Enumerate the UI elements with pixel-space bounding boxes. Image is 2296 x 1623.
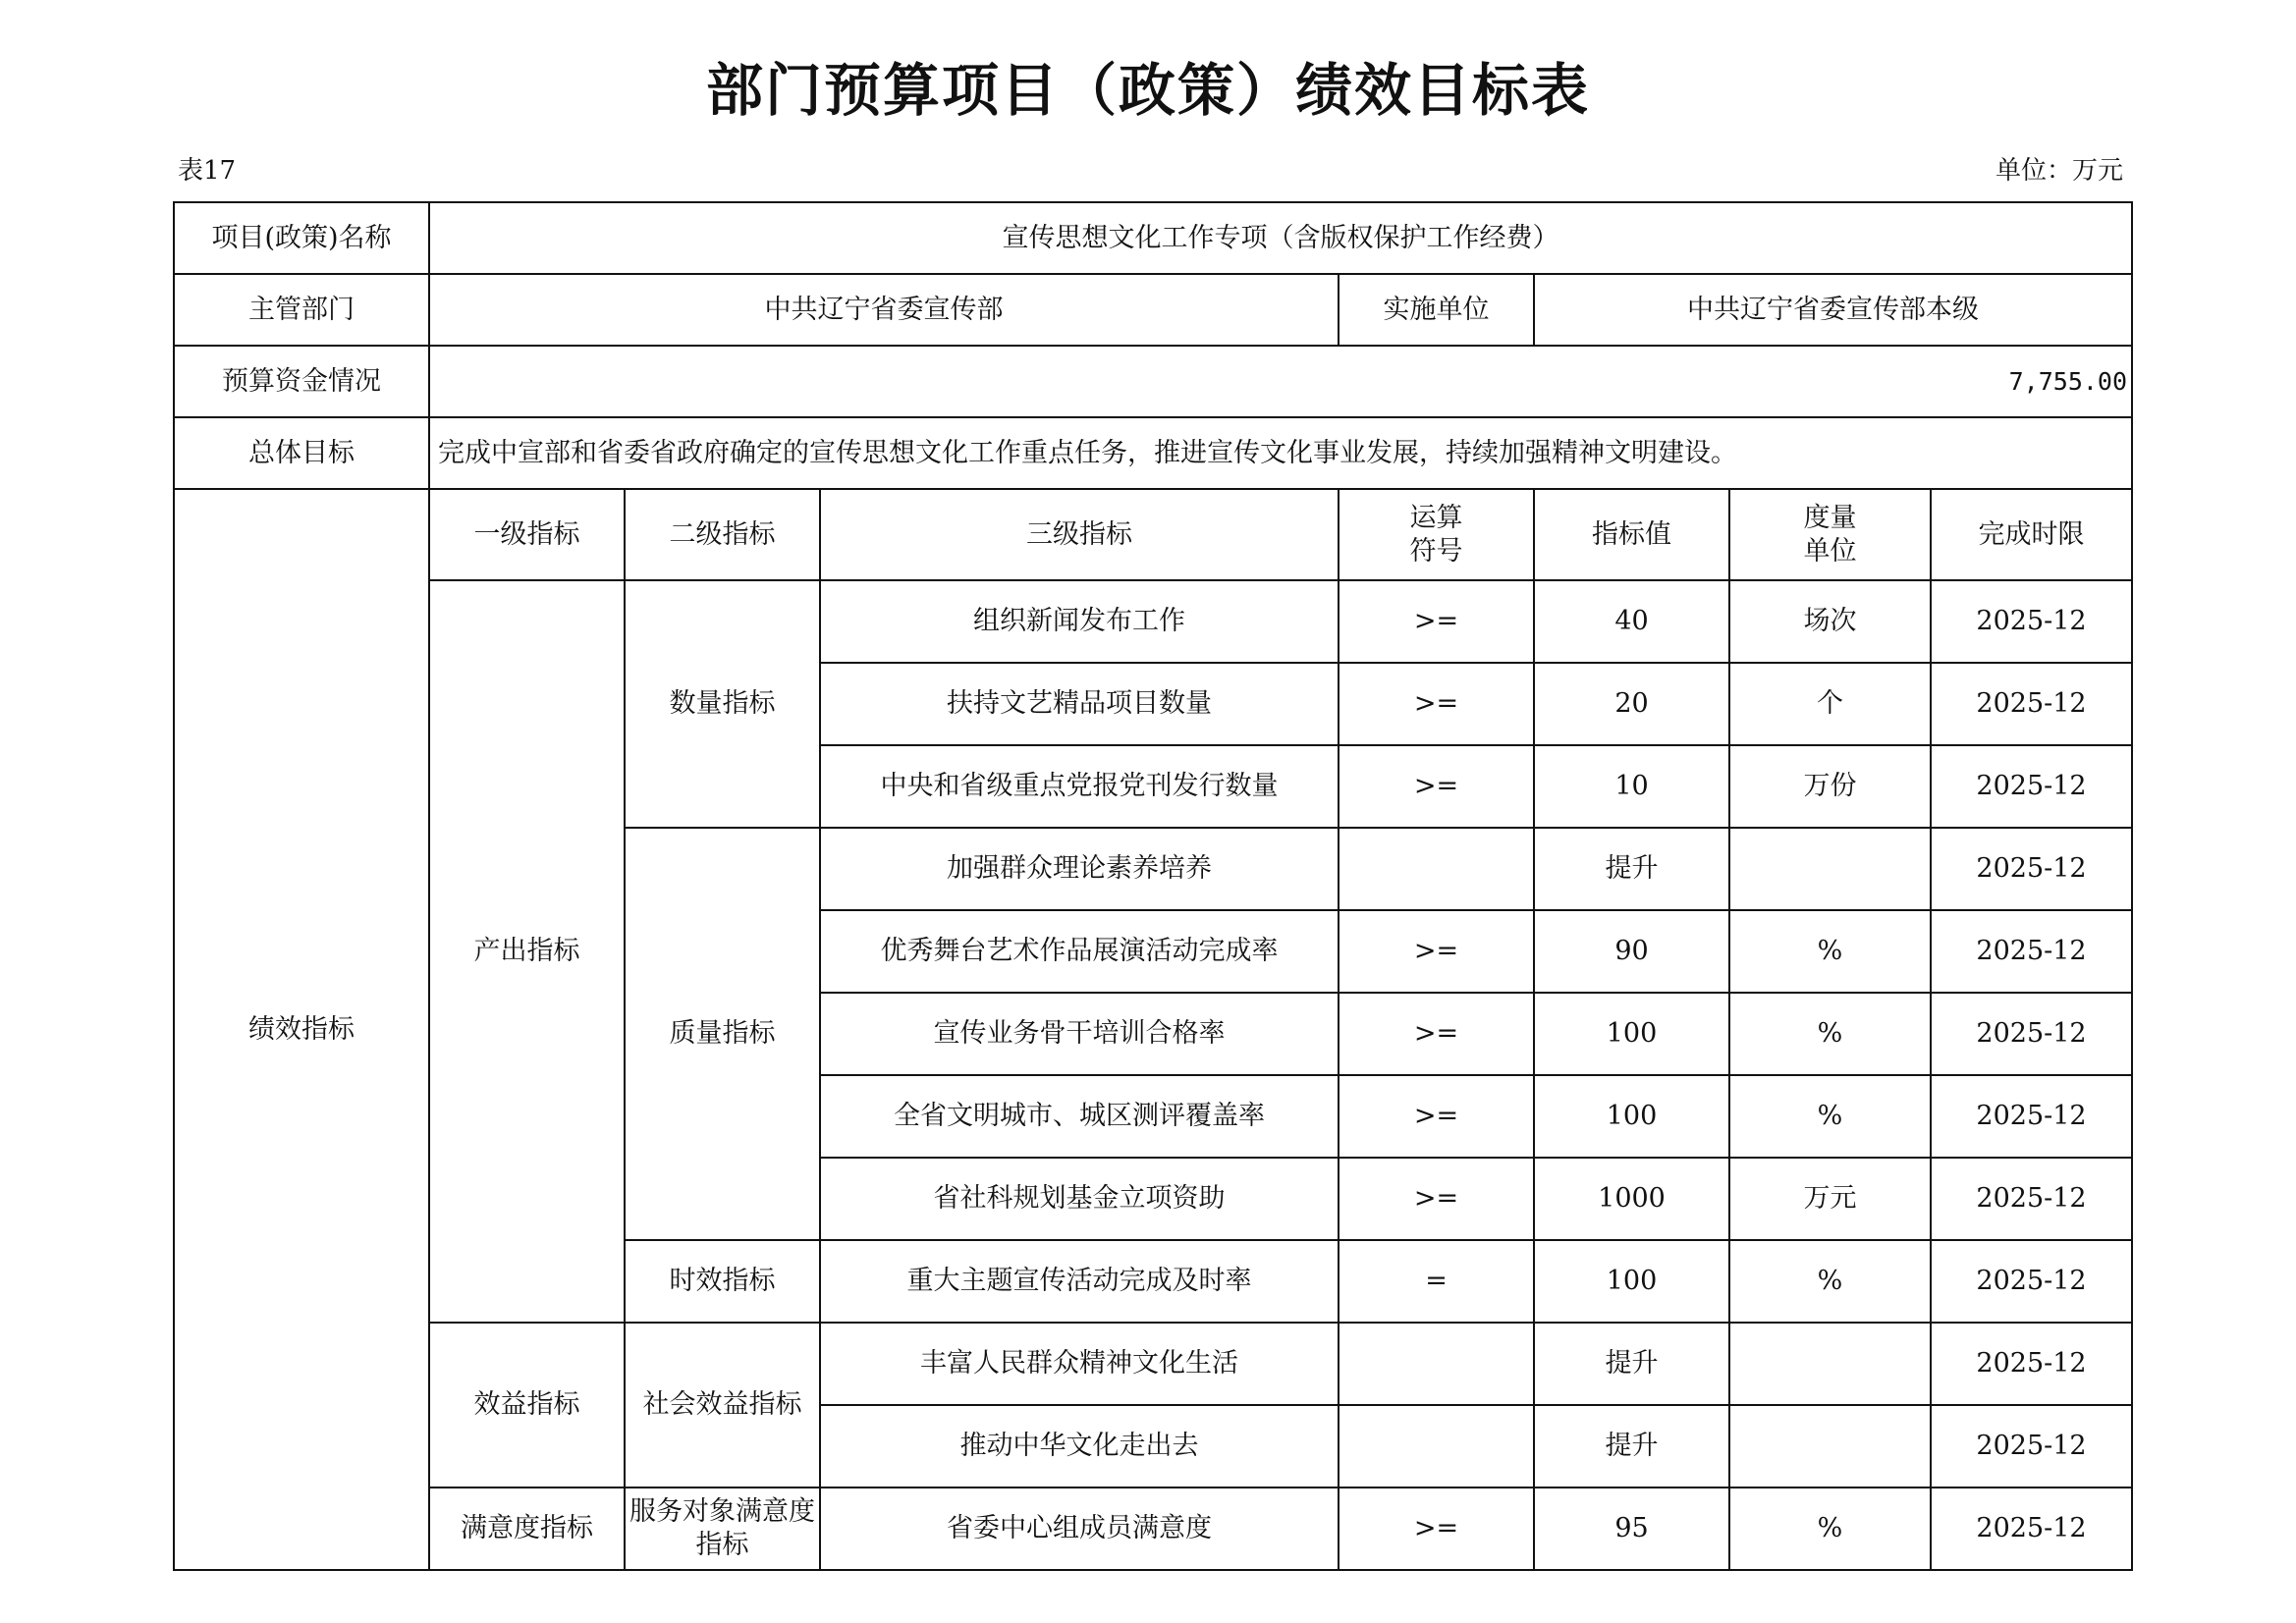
goal-label: 总体目标	[174, 417, 429, 489]
indicator-value: 100	[1534, 993, 1729, 1075]
impl-label: 实施单位	[1339, 274, 1534, 346]
impl-value: 中共辽宁省委宣传部本级	[1534, 274, 2132, 346]
indicator-name: 省委中心组成员满意度	[820, 1488, 1339, 1570]
indicator-unit	[1729, 1323, 1931, 1405]
indicator-operator: >=	[1339, 993, 1534, 1075]
indicator-value: 提升	[1534, 1323, 1729, 1405]
performance-table	[173, 201, 2133, 1571]
indicator-value: 提升	[1534, 1405, 1729, 1488]
indicator-operator: >=	[1339, 1075, 1534, 1158]
indicator-value: 提升	[1534, 828, 1729, 910]
indicator-operator: =	[1339, 1240, 1534, 1323]
indicator-name: 扶持文艺精品项目数量	[820, 663, 1339, 745]
indicator-deadline: 2025-12	[1931, 910, 2132, 993]
indicator-deadline: 2025-12	[1931, 663, 2132, 745]
indicator-unit	[1729, 1405, 1931, 1488]
indicator-unit: %	[1729, 1075, 1931, 1158]
project-name-value: 宣传思想文化工作专项（含版权保护工作经费）	[429, 202, 2132, 274]
indicator-header-row	[174, 489, 2132, 580]
group-service-satisfaction: 服务对象满意度指标	[625, 1488, 820, 1570]
indicator-name: 加强群众理论素养培养	[820, 828, 1339, 910]
indicator-unit: 个	[1729, 663, 1931, 745]
indicator-name: 重大主题宣传活动完成及时率	[820, 1240, 1339, 1323]
indicator-deadline: 2025-12	[1931, 828, 2132, 910]
project-name-label: 项目(政策)名称	[174, 202, 429, 274]
header-operator: 运算 符号	[1339, 489, 1534, 580]
dept-label: 主管部门	[174, 274, 429, 346]
indicator-operator: >=	[1339, 580, 1534, 663]
indicator-unit: %	[1729, 993, 1931, 1075]
indicator-name: 全省文明城市、城区测评覆盖率	[820, 1075, 1339, 1158]
group-timeliness: 时效指标	[625, 1240, 820, 1323]
indicator-value: 10	[1534, 745, 1729, 828]
project-name-row	[174, 202, 2132, 274]
header-unit: 度量 单位	[1729, 489, 1931, 580]
indicator-value: 95	[1534, 1488, 1729, 1570]
indicator-deadline: 2025-12	[1931, 1405, 2132, 1488]
indicator-name: 宣传业务骨干培训合格率	[820, 993, 1339, 1075]
indicator-operator: >=	[1339, 1158, 1534, 1240]
indicator-deadline: 2025-12	[1931, 1488, 2132, 1570]
indicator-value: 40	[1534, 580, 1729, 663]
budget-label: 预算资金情况	[174, 346, 429, 417]
group-benefit: 效益指标	[429, 1323, 625, 1488]
indicator-operator: >=	[1339, 745, 1534, 828]
indicator-value: 20	[1534, 663, 1729, 745]
indicator-unit: %	[1729, 1240, 1931, 1323]
group-output: 产出指标	[429, 580, 625, 1323]
indicator-name: 丰富人民群众精神文化生活	[820, 1323, 1339, 1405]
indicator-value: 100	[1534, 1075, 1729, 1158]
indicator-name: 推动中华文化走出去	[820, 1405, 1339, 1488]
indicator-deadline: 2025-12	[1931, 580, 2132, 663]
indicator-value: 1000	[1534, 1158, 1729, 1240]
indicator-operator: >=	[1339, 663, 1534, 745]
budget-row	[174, 346, 2132, 417]
indicator-unit: 万元	[1729, 1158, 1931, 1240]
table-row	[174, 1488, 2132, 1570]
indicator-value: 100	[1534, 1240, 1729, 1323]
indicator-unit: %	[1729, 1488, 1931, 1570]
indicator-deadline: 2025-12	[1931, 1075, 2132, 1158]
indicator-operator	[1339, 1405, 1534, 1488]
indicator-deadline: 2025-12	[1931, 993, 2132, 1075]
indicator-name: 优秀舞台艺术作品展演活动完成率	[820, 910, 1339, 993]
group-quantity: 数量指标	[625, 580, 820, 828]
indicator-unit	[1729, 828, 1931, 910]
indicator-unit: 场次	[1729, 580, 1931, 663]
goal-value: 完成中宣部和省委省政府确定的宣传思想文化工作重点任务，推进宣传文化事业发展，持续加强精神文明建设。	[429, 417, 2132, 489]
indicator-operator	[1339, 1323, 1534, 1405]
indicator-operator	[1339, 828, 1534, 910]
header-level1: 一级指标	[429, 489, 625, 580]
group-social-benefit: 社会效益指标	[625, 1323, 820, 1488]
group-quality: 质量指标	[625, 828, 820, 1240]
table-row	[174, 1323, 2132, 1405]
indicator-operator: >=	[1339, 1488, 1534, 1570]
indicator-deadline: 2025-12	[1931, 1323, 2132, 1405]
indicator-unit: 万份	[1729, 745, 1931, 828]
table-row	[174, 580, 2132, 663]
header-level3: 三级指标	[820, 489, 1339, 580]
header-level2: 二级指标	[625, 489, 820, 580]
indicator-name: 省社科规划基金立项资助	[820, 1158, 1339, 1240]
indicator-name: 中央和省级重点党报党刊发行数量	[820, 745, 1339, 828]
indicator-operator: >=	[1339, 910, 1534, 993]
perf-indicator-label: 绩效指标	[174, 489, 429, 1570]
indicator-name: 组织新闻发布工作	[820, 580, 1339, 663]
indicator-unit: %	[1729, 910, 1931, 993]
goal-row	[174, 417, 2132, 489]
department-row	[174, 274, 2132, 346]
table-number: 表17	[178, 156, 237, 186]
page-title: 部门预算项目（政策）绩效目标表	[705, 57, 1590, 124]
unit-label: 单位：万元	[1995, 156, 2123, 186]
budget-value: 7,755.00	[429, 346, 2132, 417]
indicator-value: 90	[1534, 910, 1729, 993]
indicator-deadline: 2025-12	[1931, 1158, 2132, 1240]
indicator-deadline: 2025-12	[1931, 745, 2132, 828]
header-value: 指标值	[1534, 489, 1729, 580]
group-satisfaction: 满意度指标	[429, 1488, 625, 1570]
dept-value: 中共辽宁省委宣传部	[429, 274, 1339, 346]
indicator-deadline: 2025-12	[1931, 1240, 2132, 1323]
header-deadline: 完成时限	[1931, 489, 2132, 580]
